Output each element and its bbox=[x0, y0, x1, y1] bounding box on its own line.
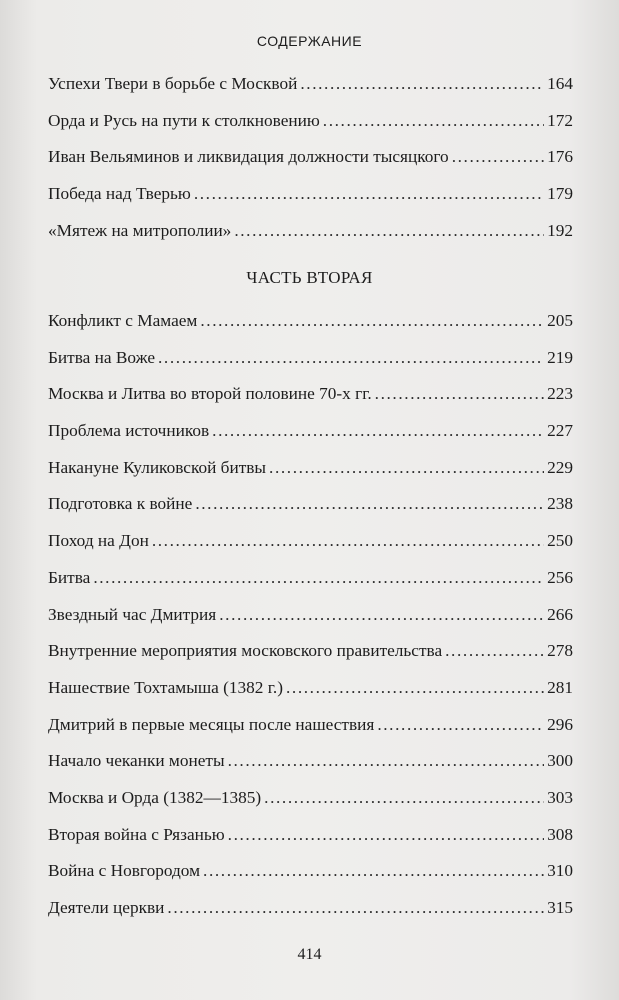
toc-entry-title: Нашествие Тохтамыша (1382 г.) bbox=[48, 677, 283, 697]
dot-leader bbox=[375, 376, 544, 413]
toc-entry bbox=[48, 707, 573, 744]
dot-leader bbox=[323, 103, 544, 140]
toc-entry bbox=[48, 103, 573, 140]
toc-entry-page: 281 bbox=[547, 677, 573, 697]
dot-leader bbox=[228, 743, 544, 780]
toc-entry-page: 315 bbox=[547, 898, 573, 917]
toc-entry-title: Битва на Воже bbox=[48, 347, 156, 367]
toc-entry-page: 296 bbox=[547, 714, 573, 734]
toc-entry bbox=[48, 743, 573, 780]
dot-leader bbox=[228, 817, 544, 854]
toc-entry bbox=[48, 486, 573, 523]
toc-entry bbox=[48, 670, 573, 707]
dot-leader bbox=[203, 853, 544, 890]
toc-entry bbox=[48, 523, 573, 560]
toc-entry-page: 303 bbox=[547, 787, 573, 807]
dot-leader bbox=[152, 523, 544, 560]
dot-leader bbox=[167, 890, 544, 927]
toc-entry-title: Успехи Твери в борьбе с Москвой bbox=[48, 74, 298, 93]
toc-entry bbox=[48, 633, 573, 670]
dot-leader bbox=[300, 66, 544, 103]
toc-entry bbox=[48, 817, 573, 854]
toc-entry-title: Проблема источников bbox=[48, 421, 210, 441]
toc-entry bbox=[48, 413, 573, 450]
toc-entry bbox=[48, 213, 573, 250]
toc-entry-title: Начало чеканки монеты bbox=[48, 751, 225, 771]
toc-entry-title: Победа над Тверью bbox=[48, 184, 191, 204]
dot-leader bbox=[269, 450, 544, 487]
toc-entry-page: 266 bbox=[547, 604, 573, 624]
toc-entry-title: Накануне Куликовской битвы bbox=[48, 457, 267, 477]
dot-leader bbox=[377, 707, 544, 744]
toc-entry-title: Дмитрий в первые месяцы после нашествия bbox=[48, 714, 375, 734]
toc-entry-page: 176 bbox=[547, 147, 573, 167]
dot-leader bbox=[93, 560, 544, 597]
toc-entry-page: 223 bbox=[547, 384, 573, 404]
toc-entry-title: Орда и Русь на пути к столкновению bbox=[48, 110, 320, 130]
part-heading: ЧАСТЬ ВТОРАЯ bbox=[246, 268, 373, 287]
toc-entry-page: 164 bbox=[547, 74, 573, 93]
dot-leader bbox=[445, 633, 544, 670]
dot-leader bbox=[200, 303, 544, 340]
toc-entry-page: 238 bbox=[547, 494, 573, 514]
toc-entry-page: 310 bbox=[547, 861, 573, 881]
toc-entry-page: 250 bbox=[547, 531, 573, 551]
toc-entry bbox=[48, 560, 573, 597]
toc-entry-title: Поход на Дон bbox=[48, 531, 149, 551]
toc-entry-title: Иван Вельяминов и ликвидация должности тысяцкого bbox=[48, 147, 449, 167]
toc-entry-page: 229 bbox=[547, 457, 573, 477]
toc-entry bbox=[48, 780, 573, 817]
toc-entry bbox=[48, 597, 573, 634]
dot-leader bbox=[234, 213, 544, 250]
running-header: СОДЕРЖАНИЕ bbox=[256, 33, 363, 49]
toc-entry-title: Деятели церкви bbox=[48, 898, 165, 917]
toc-entry-page: 256 bbox=[547, 567, 573, 587]
dot-leader bbox=[286, 670, 544, 707]
toc-entry-title: Москва и Литва во второй половине 70-х гг. bbox=[48, 384, 372, 404]
toc-entry-title: Конфликт с Мамаем bbox=[48, 311, 198, 330]
toc-list-part1 bbox=[48, 66, 573, 249]
toc-entry-page: 308 bbox=[547, 824, 573, 844]
dot-leader bbox=[158, 340, 544, 377]
toc-entry-page: 219 bbox=[547, 347, 573, 367]
toc-entry-page: 205 bbox=[547, 311, 573, 330]
toc-entry bbox=[48, 450, 573, 487]
dot-leader bbox=[452, 139, 544, 176]
toc-entry-title: Москва и Орда (1382—1385) bbox=[48, 787, 262, 807]
dot-leader bbox=[264, 780, 544, 817]
toc-entry-page: 300 bbox=[547, 751, 573, 771]
toc-entry-page: 179 bbox=[547, 184, 573, 204]
toc-entry-title: Звездный час Дмитрия bbox=[48, 604, 217, 624]
toc-entry bbox=[48, 139, 573, 176]
dot-leader bbox=[195, 486, 544, 523]
toc-entry-title: Битва bbox=[48, 567, 91, 587]
toc-entry bbox=[48, 853, 573, 890]
toc-entry bbox=[48, 176, 573, 213]
toc-entry-title: Война с Новгородом bbox=[48, 861, 201, 881]
toc-entry bbox=[48, 376, 573, 413]
toc-entry-page: 172 bbox=[547, 110, 573, 130]
toc-entry-title: Вторая война с Рязанью bbox=[48, 824, 225, 844]
dot-leader bbox=[212, 413, 544, 450]
toc-entry-title: Подготовка к войне bbox=[48, 494, 193, 514]
toc-entry-page: 227 bbox=[547, 421, 573, 441]
dot-leader bbox=[219, 597, 544, 634]
toc-entry-title: «Мятеж на митрополии» bbox=[48, 220, 232, 240]
toc-entry bbox=[48, 890, 573, 927]
dot-leader bbox=[194, 176, 544, 213]
toc-entry bbox=[48, 66, 573, 103]
toc-entry-title: Внутренние мероприятия московского правительства bbox=[48, 641, 443, 661]
toc-list-part2 bbox=[48, 303, 573, 927]
toc-entry-page: 192 bbox=[547, 220, 573, 240]
toc-entry bbox=[48, 340, 573, 377]
toc-entry bbox=[48, 303, 573, 340]
toc-entry-page: 278 bbox=[547, 641, 573, 661]
page-number: 414 bbox=[297, 946, 322, 963]
